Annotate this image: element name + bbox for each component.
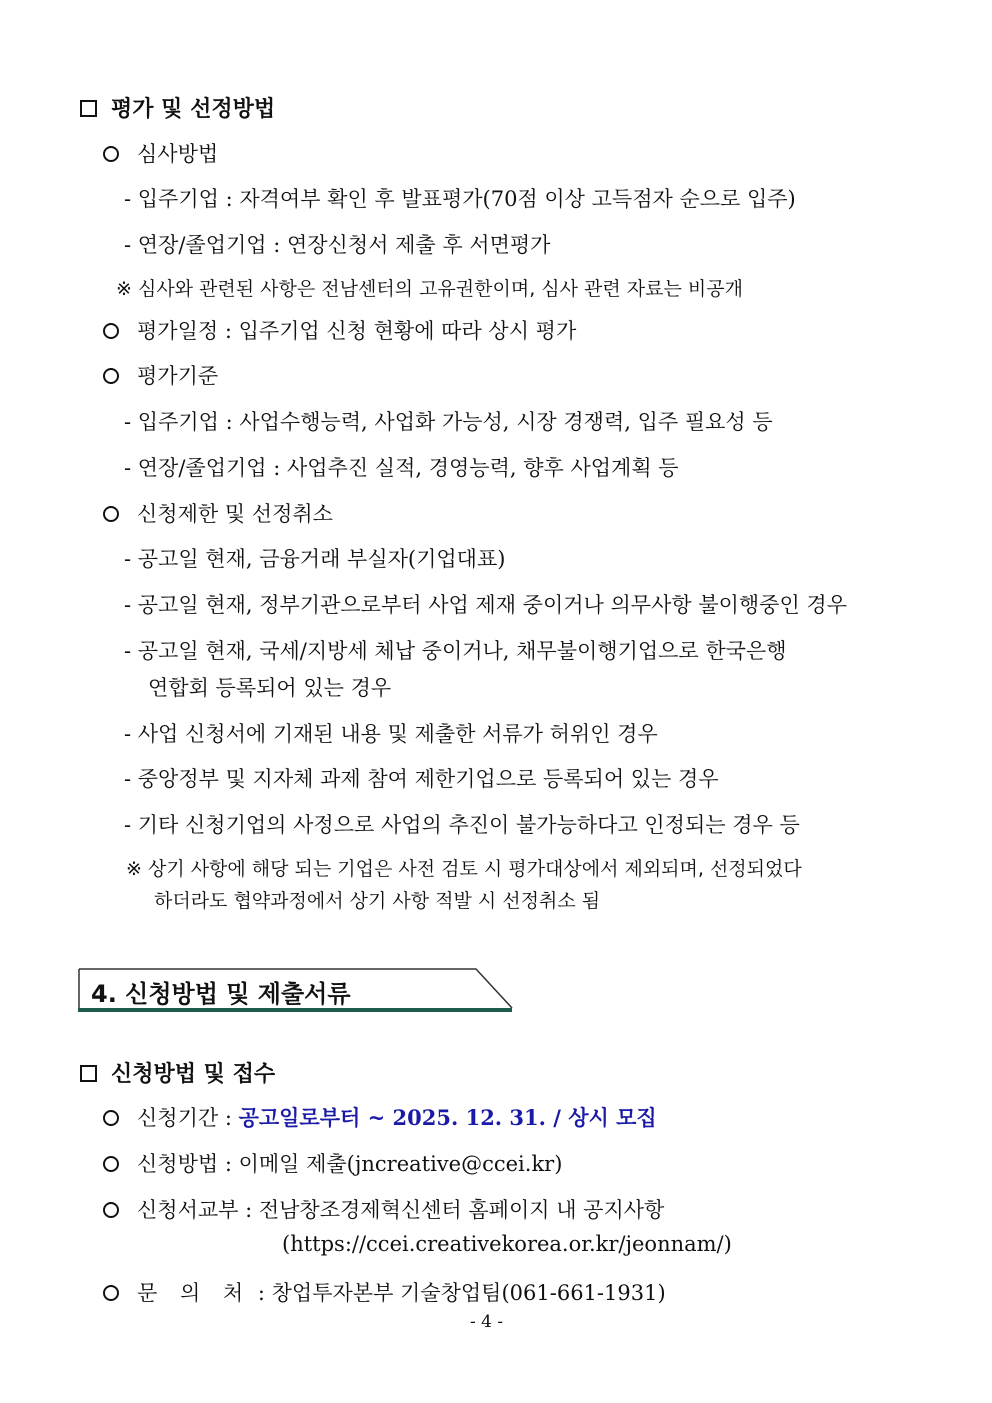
review-note: ※ 심사와 관련된 사항은 전남센터의 고유권한이며, 심사 관련 자료는 비공개: [116, 278, 743, 300]
review-item-2: - 연장/졸업기업 : 연장신청서 제출 후 서면평가: [124, 233, 551, 257]
bullet-method: 신청방법 : 이메일 제출(jncreative@ccei.kr): [103, 1148, 562, 1178]
circle-bullet-icon: [103, 506, 119, 522]
checkbox-square-icon: [80, 100, 97, 117]
restriction-note-line-1: ※ 상기 사항에 해당 되는 기업은 사전 검토 시 평가대상에서 제외되며, 선정되었다: [126, 858, 802, 880]
section-4-heading: 4. 신청방법 및 제출서류: [91, 980, 351, 1008]
bullet-period: 신청기간 : 공고일로부터 ~ 2025. 12. 31. / 상시 모집: [103, 1102, 657, 1132]
restriction-item-1: - 공고일 현재, 금융거래 부실자(기업대표): [124, 547, 506, 571]
bullet-review-method: 심사방법: [103, 138, 218, 168]
page-number: - 4 -: [470, 1312, 504, 1332]
circle-bullet-icon: [103, 1285, 119, 1301]
bullet-schedule: 평가일정 : 입주기업 신청 현황에 따라 상시 평가: [103, 315, 576, 345]
restriction-item-5: - 중앙정부 및 지자체 과제 참여 제한기업으로 등록되어 있는 경우: [124, 767, 719, 791]
circle-bullet-icon: [103, 1156, 119, 1172]
circle-bullet-icon: [103, 146, 119, 162]
bullet-criteria: 평가기준: [103, 360, 218, 390]
section-heading-box: [78, 968, 514, 1014]
circle-bullet-icon: [103, 1202, 119, 1218]
section-title-application: 신청방법 및 접수: [80, 1057, 275, 1088]
bullet-contact: 문 의 처 : 창업투자본부 기술창업팀(061-661-1931): [103, 1277, 666, 1307]
circle-bullet-icon: [103, 323, 119, 339]
section-title-evaluation: 평가 및 선정방법: [80, 92, 275, 123]
circle-bullet-icon: [103, 1110, 119, 1126]
review-item-1: - 입주기업 : 자격여부 확인 후 발표평가(70점 이상 고득점자 순으로 입주): [124, 187, 796, 211]
criteria-item-1: - 입주기업 : 사업수행능력, 사업화 가능성, 시장 경쟁력, 입주 필요성 등: [124, 410, 773, 434]
bullet-restriction: 신청제한 및 선정취소: [103, 498, 333, 528]
restriction-item-4: - 사업 신청서에 기재된 내용 및 제출한 서류가 허위인 경우: [124, 722, 658, 746]
circle-bullet-icon: [103, 368, 119, 384]
restriction-note-line-2: 하더라도 협약과정에서 상기 사항 적발 시 선정취소 됨: [154, 890, 601, 912]
restriction-item-2: - 공고일 현재, 정부기관으로부터 사업 제재 중이거나 의무사항 불이행중인 경우: [124, 593, 847, 617]
restriction-item-6: - 기타 신청기업의 사정으로 사업의 추진이 불가능하다고 인정되는 경우 등: [124, 813, 800, 837]
form-url-link[interactable]: (https://ccei.creativekorea.or.kr/jeonnam/): [282, 1232, 732, 1256]
period-value-highlight: 공고일로부터 ~ 2025. 12. 31. / 상시 모집: [238, 1105, 657, 1130]
restriction-item-3: - 공고일 현재, 국세/지방세 체납 중이거나, 채무불이행기업으로 한국은행: [124, 639, 787, 663]
criteria-item-2: - 연장/졸업기업 : 사업추진 실적, 경영능력, 향후 사업계획 등: [124, 456, 679, 480]
restriction-item-3-continued: 연합회 등록되어 있는 경우: [148, 676, 392, 700]
bullet-form: 신청서교부 : 전남창조경제혁신센터 홈페이지 내 공지사항: [103, 1194, 664, 1224]
checkbox-square-icon: [80, 1065, 97, 1082]
